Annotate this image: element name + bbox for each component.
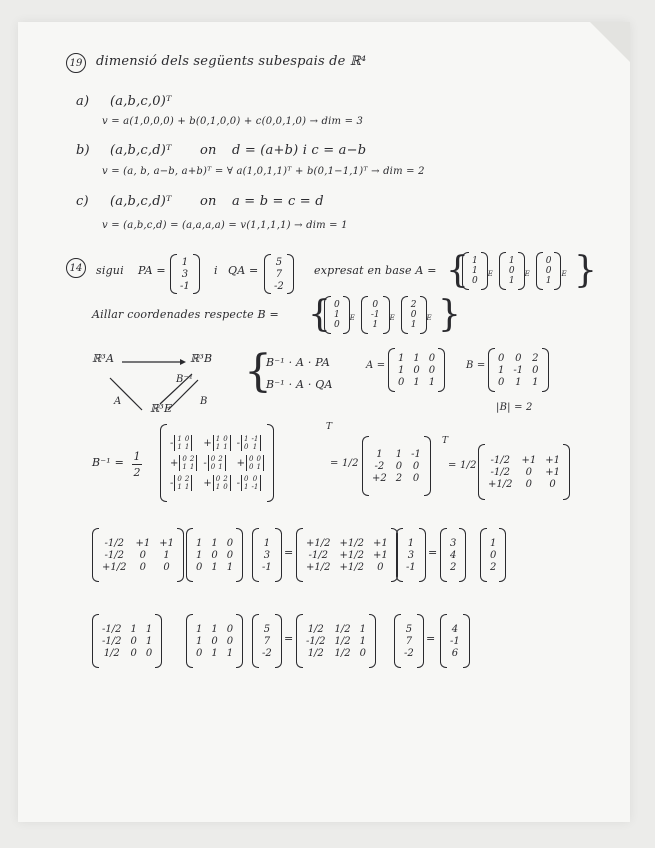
basis-vector [462, 252, 493, 290]
row2-binv [92, 614, 162, 668]
base-a-text: expresat en base A = [314, 264, 437, 277]
matrix-cell: +1/2 [102, 561, 127, 573]
row1-product [296, 528, 398, 582]
matrix-cell: -1 [262, 561, 272, 573]
matrix-a [388, 348, 445, 392]
diagram-r3e: ℝ³E [150, 402, 173, 415]
matrix-cell: -1 [180, 280, 190, 292]
matrix-cell: +1 [135, 537, 151, 549]
matrix-cell: +1 [545, 454, 560, 466]
matrix-cell: 3 [181, 268, 189, 280]
minor-entry: 1 [184, 483, 190, 491]
cofactor-cell [170, 475, 197, 491]
matrix-cell: 2 [450, 561, 457, 573]
minor-entry: 2 [189, 455, 195, 463]
matrix-cell: -2 [404, 647, 414, 659]
minor-entry: 0 [249, 455, 254, 463]
matrix-cell: 0 [395, 460, 403, 472]
folded-corner [590, 22, 630, 62]
basis-vector [499, 252, 530, 290]
vector-cell: 0 [472, 276, 478, 286]
find-coordinates-text: Aillar coordenades respecte B = [92, 308, 279, 321]
matrix-cell: -1/2 [308, 549, 328, 561]
matrix-cell: 0 [211, 635, 218, 647]
matrix-cell: -1 [406, 561, 416, 573]
cofactor-sign: - [236, 437, 241, 449]
row1-binv [92, 528, 184, 582]
cofactor-sign: - [203, 457, 207, 469]
matrix-cell: 1/2 [307, 647, 324, 659]
matrix-cell: 0 [226, 537, 234, 549]
cofactor-sign: - [170, 437, 174, 449]
minor-entry: 1 [177, 483, 182, 491]
problem-14-intro: sigui [96, 264, 124, 277]
base-b-open-brace: { [308, 294, 331, 335]
matrix-cell: 1/2 [334, 635, 351, 647]
qa-label: QA = [228, 264, 259, 277]
basis-vector [324, 296, 355, 334]
matrix-cell: 1 [211, 537, 218, 549]
matrix-cell: 7 [405, 635, 413, 647]
matrix-cell: 0 [525, 478, 533, 490]
matrix-cell: 2 [532, 352, 539, 364]
vector-cell: 1 [508, 256, 515, 266]
minor-entry: -1 [251, 483, 259, 491]
matrix-b-label: B = [466, 360, 486, 371]
matrix-cell: 0 [226, 635, 234, 647]
part-c-label: c) [76, 194, 89, 209]
minor-entry: 0 [184, 435, 190, 443]
matrix-cell: 1 [359, 623, 366, 635]
matrix-cell: 0 [525, 466, 533, 478]
matrix-cell: 0 [413, 364, 420, 376]
vector-cell: 0 [372, 300, 379, 310]
cofactor-cell [237, 435, 264, 451]
matrix-cell: 7 [263, 635, 271, 647]
vector-cell: 1 [545, 276, 552, 286]
minor-entry: 1 [244, 483, 249, 491]
matrix-cell: 1/2 [307, 623, 324, 635]
basis-subscript: E [561, 270, 567, 278]
matrix-cell: 1 [145, 623, 153, 635]
matrix-cell: 1 [532, 376, 539, 388]
cofactor-cell [237, 475, 264, 491]
matrix-cell: 1 [413, 376, 420, 388]
minor-entry: 0 [210, 455, 216, 463]
matrix-cell: 1 [359, 635, 366, 647]
matrix-cell: 0 [412, 472, 420, 484]
vector-cell: 1 [508, 276, 515, 286]
part-c-work: v = (a,b,c,d) = (a,a,a,a) = v(1,1,1,1) → dim = 1 [102, 220, 348, 231]
base-a-close-brace: } [574, 250, 597, 291]
vector-cell: 0 [334, 300, 340, 310]
matrix-cell: +1 [372, 537, 388, 549]
vector-cell: 1 [372, 320, 379, 330]
equation-pa: B⁻¹ · A · PA [266, 356, 330, 369]
vector-cell: 2 [410, 300, 417, 310]
equals-half: = 1/2 [330, 458, 359, 469]
matrix-cell: 1 [196, 537, 203, 549]
matrix-cell: -1/2 [490, 466, 510, 478]
pa-label: PA = [138, 264, 166, 277]
cofactor-sign: + [203, 477, 212, 489]
matrix-cell: 1 [181, 256, 189, 268]
minor-entry: 0 [215, 475, 221, 483]
matrix-cell: 1 [211, 623, 218, 635]
cofactor-sign: - [170, 477, 174, 489]
minor-entry: 0 [252, 475, 258, 483]
matrix-cell: 1 [515, 376, 522, 388]
minor-entry: 1 [177, 443, 182, 451]
matrix-cell: 0 [398, 376, 405, 388]
vector-cell: 1 [334, 310, 340, 320]
minor-entry: 1 [182, 463, 187, 471]
minor-entry: 1 [252, 443, 258, 451]
minor-entry: 1 [218, 463, 223, 471]
minor-entry: 2 [184, 475, 190, 483]
matrix-cell: +1/2 [488, 478, 513, 490]
matrix-cell: -1/2 [104, 537, 124, 549]
matrix-cell: +1 [545, 466, 560, 478]
fraction-denominator: 2 [133, 466, 141, 479]
arrowhead-right [180, 359, 186, 365]
matrix-cell: 1 [407, 537, 415, 549]
matrix-cell: 0 [359, 647, 366, 659]
row1-equals-1: = [284, 546, 294, 559]
row2-equals-2: = [426, 632, 436, 645]
vector-cell: 0 [545, 266, 552, 276]
matrix-cell: 0 [226, 623, 234, 635]
base-a-vectors [462, 252, 567, 290]
matrix-cell: -1/2 [104, 549, 124, 561]
minor-entry: 2 [218, 455, 223, 463]
row2-a [186, 614, 243, 668]
minor-entry: 1 [244, 435, 249, 443]
matrix-cell: 1 [376, 448, 383, 460]
row1-equals-2: = [428, 546, 438, 559]
matrix-cell: +2 [372, 472, 387, 484]
basis-subscript: E [426, 314, 432, 322]
matrix-cell: -1 [513, 364, 524, 376]
diagram-r3a: ℝ³A [92, 352, 115, 365]
row2-result [440, 614, 470, 668]
part-a-space: (a,b,c,0)ᵀ [110, 94, 172, 109]
matrix-cell: 1 [398, 364, 405, 376]
matrix-cell: 5 [405, 623, 413, 635]
row1-pa-2 [396, 528, 426, 582]
vector-cell: 1 [410, 320, 417, 330]
matrix-cell: 1 [428, 376, 436, 388]
row2-qa-2 [394, 614, 424, 668]
part-b-on: on [200, 143, 217, 158]
matrix-cell: 0 [377, 561, 384, 573]
part-b-space: (a,b,c,d)ᵀ [110, 143, 172, 158]
matrix-cell: +1/2 [339, 561, 364, 573]
matrix-cell: 1 [145, 635, 153, 647]
minor-entry: 1 [223, 443, 228, 451]
basis-subscript: E [389, 314, 395, 322]
matrix-cell: -2 [374, 460, 385, 472]
minor-entry: 0 [256, 455, 261, 463]
equation-qa: B⁻¹ · A · QA [266, 378, 333, 391]
matrix-cell: -1/2 [102, 635, 122, 647]
matrix-cell: -1/2 [306, 635, 326, 647]
minor-entry: 0 [210, 463, 216, 471]
minor-entry: 2 [223, 475, 228, 483]
part-b-condition: d = (a+b) i c = a−b [232, 143, 367, 158]
matrix-cell: 0 [226, 549, 234, 561]
matrix-cell: 0 [412, 460, 420, 472]
minor-entry: 1 [256, 463, 261, 471]
row1-a [186, 528, 243, 582]
matrix-cell: 1 [490, 537, 497, 549]
matrix-cell: 2 [490, 561, 497, 573]
row1-mid [440, 528, 466, 582]
matrix-cell: 1 [196, 623, 203, 635]
fraction-one-half [132, 450, 142, 479]
vector-cell: 1 [472, 266, 478, 276]
minor-entry: 1 [184, 443, 190, 451]
minor-entry: 1 [215, 443, 221, 451]
matrix-cell: 3 [450, 537, 457, 549]
matrix-cell: -1/2 [102, 623, 122, 635]
matrix-cell: 1 [211, 647, 218, 659]
cofactor-sign: + [203, 437, 212, 449]
matrix-cell: -2 [262, 647, 272, 659]
matrix-cell: +1/2 [339, 537, 364, 549]
row2-qa [252, 614, 282, 668]
matrix-cell: 0 [428, 352, 436, 364]
problem-number-19: 19 [66, 53, 86, 73]
matrix-cell: 1 [163, 549, 170, 561]
problem-19-title: dimensió dels següents subespais de ℝ⁴ [96, 54, 367, 69]
matrix-cell: +1 [159, 537, 174, 549]
matrix-cell: -1 [450, 635, 460, 647]
cofactor-matrix [160, 424, 274, 502]
minor-entry: 1 [215, 483, 221, 491]
matrix-cell: 0 [196, 647, 203, 659]
matrix-cell: 0 [532, 364, 539, 376]
minor-entry: 1 [189, 463, 195, 471]
matrix-cell: 1 [130, 623, 137, 635]
basis-subscript: E [524, 270, 530, 278]
part-a-work: v = a(1,0,0,0) + b(0,1,0,0) + c(0,0,1,0) → dim = 3 [102, 116, 364, 127]
cofactor-sign: + [236, 457, 246, 469]
diagram-label-b: B [200, 396, 208, 407]
cofactor-cell [203, 435, 230, 451]
basis-vector [361, 296, 395, 334]
vector-cell: 0 [508, 266, 515, 276]
qa-vector [264, 254, 294, 294]
basis-subscript: E [349, 314, 355, 322]
transpose-mark: T [326, 422, 333, 432]
problem-number-14: 14 [66, 258, 86, 278]
minor-entry: 0 [182, 455, 187, 463]
minor-entry: 0 [223, 435, 228, 443]
separator-i: i [214, 264, 218, 277]
matrix-cell: 0 [428, 364, 436, 376]
basis-vector [401, 296, 432, 334]
part-a-label: a) [76, 94, 90, 109]
matrix-cell: 0 [211, 549, 218, 561]
matrix-cell: 3 [407, 549, 415, 561]
base-b-vectors [324, 296, 432, 334]
adjugate-matrix [362, 436, 431, 496]
cofactor-cell [237, 455, 264, 471]
matrix-cell: 1/2 [103, 647, 120, 659]
matrix-cell: 0 [145, 647, 153, 659]
matrix-cell: 0 [163, 561, 170, 573]
part-b-work: v = (a, b, a−b, a+b)ᵀ = ∀ a(1,0,1,1)ᵀ + b(0,1−1,1)ᵀ → dim = 2 [102, 166, 425, 177]
equals-half-2: = 1/2 [448, 460, 477, 471]
cofactor-sign: - [236, 477, 241, 489]
matrix-cell: 1 [413, 352, 420, 364]
vector-cell: 0 [545, 256, 552, 266]
cofactor-cell [170, 455, 197, 471]
row2-equals-1: = [284, 632, 294, 645]
minor-entry: 0 [249, 463, 254, 471]
matrix-cell: 1 [196, 549, 203, 561]
base-b-close-brace: } [438, 294, 461, 335]
minor-entry: -1 [251, 435, 259, 443]
matrix-cell: 0 [498, 376, 505, 388]
part-c-space: (a,b,c,d)ᵀ [110, 194, 172, 209]
minor-entry: 0 [177, 475, 182, 483]
pa-vector [170, 254, 200, 294]
cofactor-cell [170, 435, 197, 451]
matrix-cell: 5 [275, 256, 283, 268]
matrix-cell: 0 [549, 478, 556, 490]
matrix-cell: 1 [263, 537, 271, 549]
matrix-cell: 1 [211, 561, 218, 573]
matrix-cell: 0 [130, 647, 137, 659]
minor-entry: 1 [215, 435, 221, 443]
minor-entry: 0 [223, 483, 228, 491]
matrix-cell: 1 [395, 448, 403, 460]
base-a-open-brace: { [446, 250, 469, 291]
cofactor-sign: + [170, 457, 179, 469]
matrix-cell: +1 [521, 454, 537, 466]
matrix-cell: 1/2 [334, 623, 351, 635]
part-c-on: on [200, 194, 217, 209]
matrix-cell: 0 [139, 561, 147, 573]
matrix-cell: 4 [450, 549, 457, 561]
row1-result [480, 528, 506, 582]
matrix-cell: 1 [226, 647, 234, 659]
matrix-cell: +1 [372, 549, 388, 561]
vector-cell: -1 [370, 310, 380, 320]
matrix-cell: +1/2 [339, 549, 364, 561]
cofactor-cell [203, 475, 230, 491]
diagram-label-a: A [114, 396, 122, 407]
minor-entry: 1 [177, 435, 182, 443]
matrix-cell: 4 [451, 623, 459, 635]
minor-entry: 0 [244, 443, 249, 451]
minor-entry: 0 [244, 475, 249, 483]
matrix-cell: 1 [226, 561, 234, 573]
matrix-b [488, 348, 549, 392]
matrix-cell: 2 [395, 472, 403, 484]
matrix-cell: 0 [196, 561, 203, 573]
binv-label: B⁻¹ = [92, 456, 125, 469]
vector-cell: 0 [334, 320, 340, 330]
row2-product [296, 614, 376, 668]
matrix-cell: 0 [515, 352, 522, 364]
row1-pa [252, 528, 282, 582]
cofactor-cell [203, 455, 230, 471]
matrix-cell: 0 [130, 635, 137, 647]
matrix-cell: 0 [490, 549, 497, 561]
equations-brace: { [244, 346, 272, 397]
matrix-cell: 3 [263, 549, 271, 561]
det-b: |B| = 2 [496, 402, 533, 413]
matrix-cell: -2 [274, 280, 284, 292]
matrix-cell: 0 [139, 549, 147, 561]
matrix-cell: +1/2 [306, 561, 331, 573]
binv-result-matrix [478, 444, 570, 500]
matrix-cell: 7 [275, 268, 283, 280]
matrix-cell: +1/2 [306, 537, 331, 549]
matrix-cell: -1 [411, 448, 421, 460]
vector-cell: 1 [472, 256, 478, 266]
fraction-numerator: 1 [133, 450, 141, 463]
matrix-cell: 6 [451, 647, 459, 659]
adjugate-transpose: T [442, 436, 449, 446]
matrix-cell: 1 [196, 635, 203, 647]
diagram-r3b: ℝ³B [190, 352, 213, 365]
part-b-label: b) [76, 143, 90, 158]
matrix-cell: 1 [398, 352, 405, 364]
diagram-label-binv: B⁻¹ [176, 374, 194, 385]
matrix-cell: 5 [263, 623, 271, 635]
part-c-condition: a = b = c = d [232, 194, 324, 209]
matrix-cell: -1/2 [490, 454, 510, 466]
basis-vector [536, 252, 567, 290]
matrix-cell: 1/2 [334, 647, 351, 659]
basis-subscript: E [487, 270, 493, 278]
matrix-cell: 1 [498, 364, 505, 376]
matrix-a-label: A = [366, 360, 386, 371]
vector-cell: 0 [410, 310, 417, 320]
matrix-cell: 0 [498, 352, 505, 364]
